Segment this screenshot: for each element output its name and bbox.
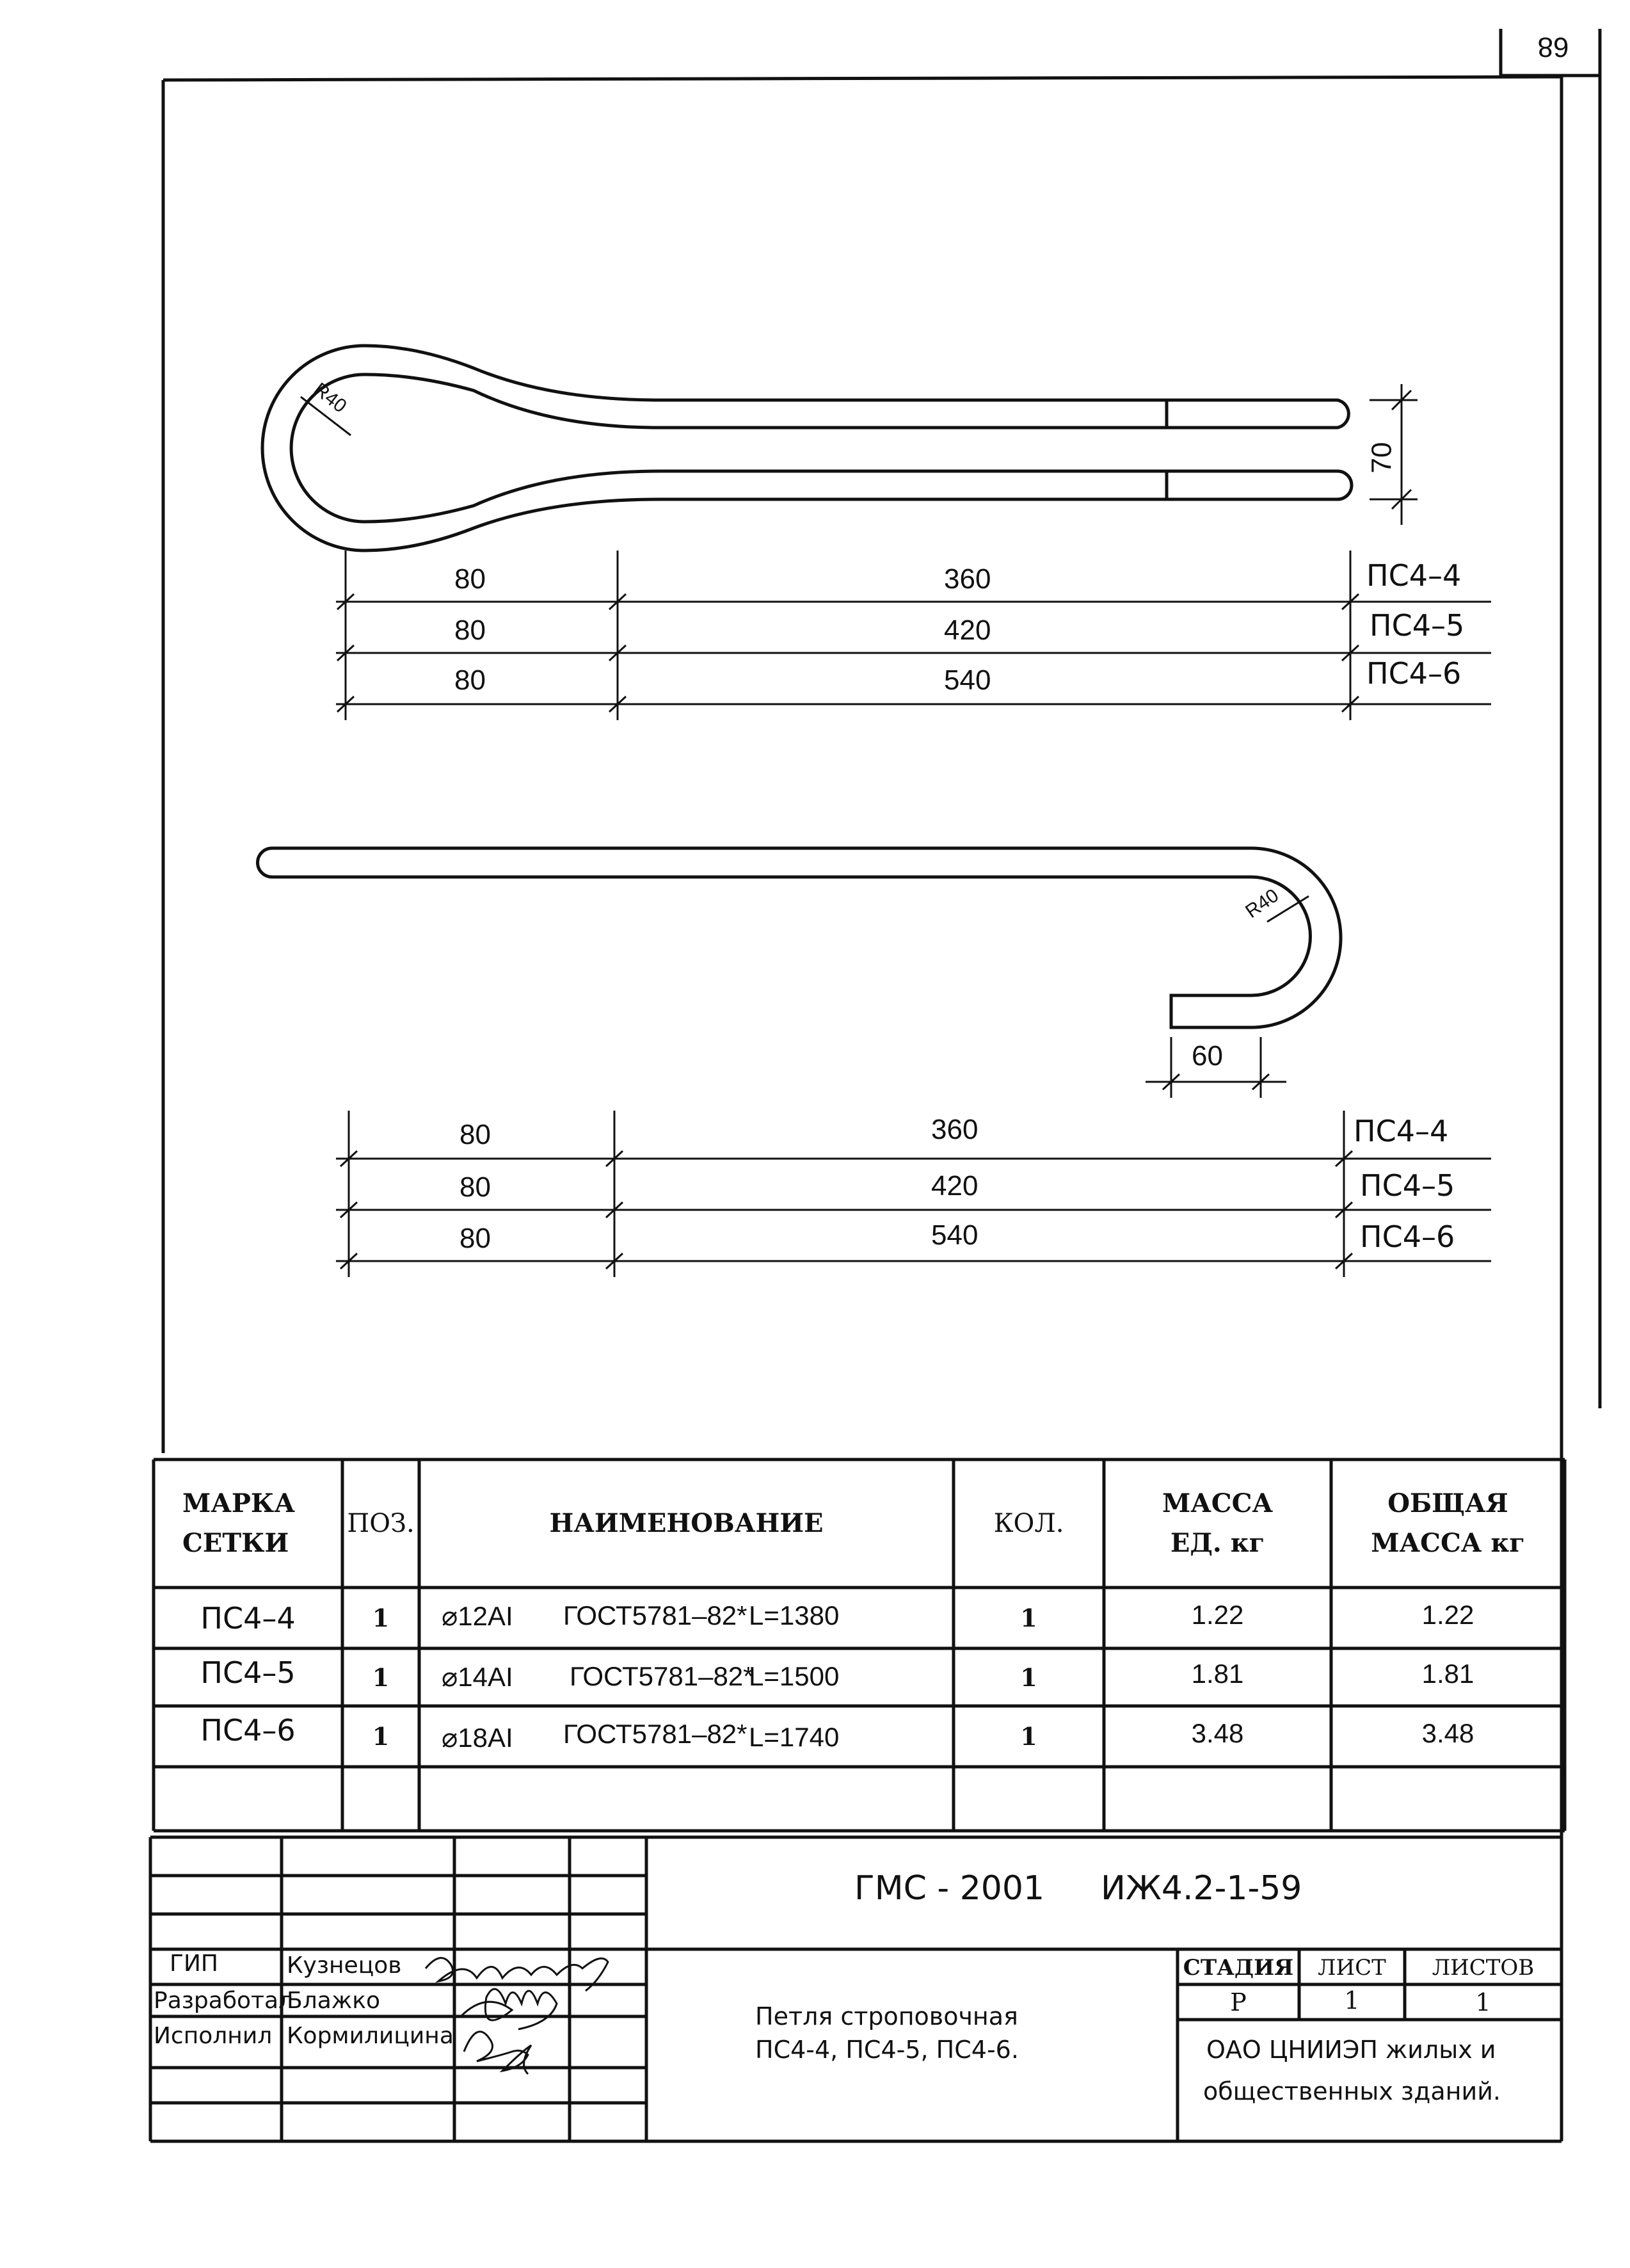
sheet-value: 1 bbox=[1344, 1986, 1360, 2015]
row2-pos: 1 bbox=[372, 1662, 390, 1692]
row3-diameter: ⌀18AI bbox=[442, 1723, 513, 1753]
loop-gap-label: 70 bbox=[1366, 442, 1398, 474]
row3-mark: ПС4–6 bbox=[200, 1712, 296, 1748]
header-mark: МАРКА СЕТКИ bbox=[182, 1488, 295, 1558]
hook-row3-a: 80 bbox=[459, 1223, 491, 1254]
hook-row1-b: 360 bbox=[931, 1114, 979, 1145]
hook-radius-label: R40 bbox=[1242, 885, 1283, 922]
hook-row2-mark: ПС4–5 bbox=[1360, 1168, 1455, 1203]
hook-row2-a: 80 bbox=[459, 1171, 491, 1203]
role-developer: Разработал bbox=[154, 1988, 294, 2014]
row3-gost: ГОСТ5781–82* bbox=[563, 1719, 747, 1749]
role-gip: ГИП bbox=[170, 1950, 218, 1977]
sheet-number: 68 bbox=[1537, 31, 1569, 63]
name-gip: Кузнецов bbox=[287, 1952, 402, 1979]
sheets-value: 1 bbox=[1475, 1988, 1491, 2016]
row1-pos: 1 bbox=[372, 1604, 390, 1632]
signature-blazhko-icon bbox=[461, 1989, 557, 2029]
role-executor: Исполнил bbox=[154, 2023, 273, 2049]
hook-row1-mark: ПС4–4 bbox=[1354, 1114, 1449, 1148]
sheet-label: ЛИСТ bbox=[1318, 1955, 1386, 1981]
row2-length: L=1500 bbox=[749, 1661, 840, 1691]
header-unit-mass: МАССА ЕД. кг bbox=[1162, 1488, 1274, 1558]
loop-row2-b: 420 bbox=[944, 615, 991, 646]
organization-line2: общественных зданий. bbox=[1203, 2077, 1501, 2105]
row1-qty: 1 bbox=[1020, 1604, 1037, 1632]
loop-row3-a: 80 bbox=[454, 664, 486, 696]
loop-row2-mark: ПС4–5 bbox=[1370, 608, 1465, 643]
loop-row1-b: 360 bbox=[944, 563, 991, 595]
sheets-label: ЛИСТОВ bbox=[1432, 1955, 1535, 1981]
row3-unit-mass: 3.48 bbox=[1191, 1717, 1244, 1748]
hook-contour bbox=[258, 848, 1341, 1027]
hook-row3-mark: ПС4–6 bbox=[1360, 1219, 1455, 1254]
stage-value: Р bbox=[1230, 1988, 1247, 2016]
document-code-left: ГМС - 2001 bbox=[854, 1869, 1045, 1908]
loop-row1-a: 80 bbox=[454, 563, 486, 595]
header-total-mass: ОБЩАЯ МАССА кг bbox=[1371, 1488, 1525, 1558]
loop-row2-a: 80 bbox=[454, 615, 486, 646]
row3-pos: 1 bbox=[372, 1722, 390, 1751]
loop-outer-contour bbox=[262, 346, 1352, 551]
drawing-title-line2: ПС4-4, ПС4-5, ПС4-6. bbox=[755, 2036, 1019, 2064]
hook-row3-b: 540 bbox=[931, 1219, 979, 1251]
name-developer: Блажко bbox=[287, 1988, 380, 2014]
row1-length: L=1380 bbox=[749, 1600, 840, 1630]
row1-total-mass: 1.22 bbox=[1421, 1599, 1474, 1630]
header-qty: КОЛ. bbox=[993, 1509, 1064, 1538]
loop-row3-mark: ПС4–6 bbox=[1366, 656, 1462, 691]
row1-gost: ГОСТ5781–82* bbox=[563, 1600, 747, 1630]
header-name: НАИМЕНОВАНИЕ bbox=[549, 1508, 824, 1538]
document-code-right: ИЖ4.2-1-59 bbox=[1101, 1869, 1302, 1908]
row1-unit-mass: 1.22 bbox=[1191, 1599, 1244, 1630]
row2-gost: ГОСТ5781–82* bbox=[570, 1661, 754, 1691]
row3-length: L=1740 bbox=[749, 1722, 840, 1752]
row2-mark: ПС4–5 bbox=[200, 1655, 296, 1690]
drawing-title-line1: Петля строповочная bbox=[755, 2002, 1018, 2031]
row2-total-mass: 1.81 bbox=[1421, 1659, 1474, 1689]
row1-diameter: ⌀12AI bbox=[442, 1601, 513, 1631]
loop-row3-b: 540 bbox=[944, 664, 991, 696]
row2-unit-mass: 1.81 bbox=[1191, 1659, 1244, 1689]
header-pos: ПОЗ. bbox=[347, 1509, 415, 1538]
hook-length-label: 60 bbox=[1192, 1040, 1223, 1072]
hook-row1-a: 80 bbox=[459, 1119, 491, 1150]
stage-label: СТАДИЯ bbox=[1183, 1955, 1294, 1981]
row1-mark: ПС4–4 bbox=[200, 1600, 296, 1636]
row3-total-mass: 3.48 bbox=[1421, 1717, 1474, 1748]
name-executor: Кормилицина bbox=[287, 2023, 454, 2049]
row2-diameter: ⌀14AI bbox=[442, 1662, 513, 1692]
frame-top-line bbox=[163, 77, 1562, 80]
hook-dimension-grid bbox=[336, 1111, 1491, 1277]
loop-radius-label: R40 bbox=[309, 378, 351, 417]
organization-line1: ОАО ЦНИИЭП жилых и bbox=[1206, 2036, 1496, 2064]
loop-row1-mark: ПС4–4 bbox=[1366, 558, 1462, 593]
row2-qty: 1 bbox=[1020, 1662, 1037, 1692]
hook-row2-b: 420 bbox=[931, 1170, 979, 1202]
row3-qty: 1 bbox=[1020, 1722, 1037, 1751]
loop-dimension-grid bbox=[336, 551, 1491, 720]
